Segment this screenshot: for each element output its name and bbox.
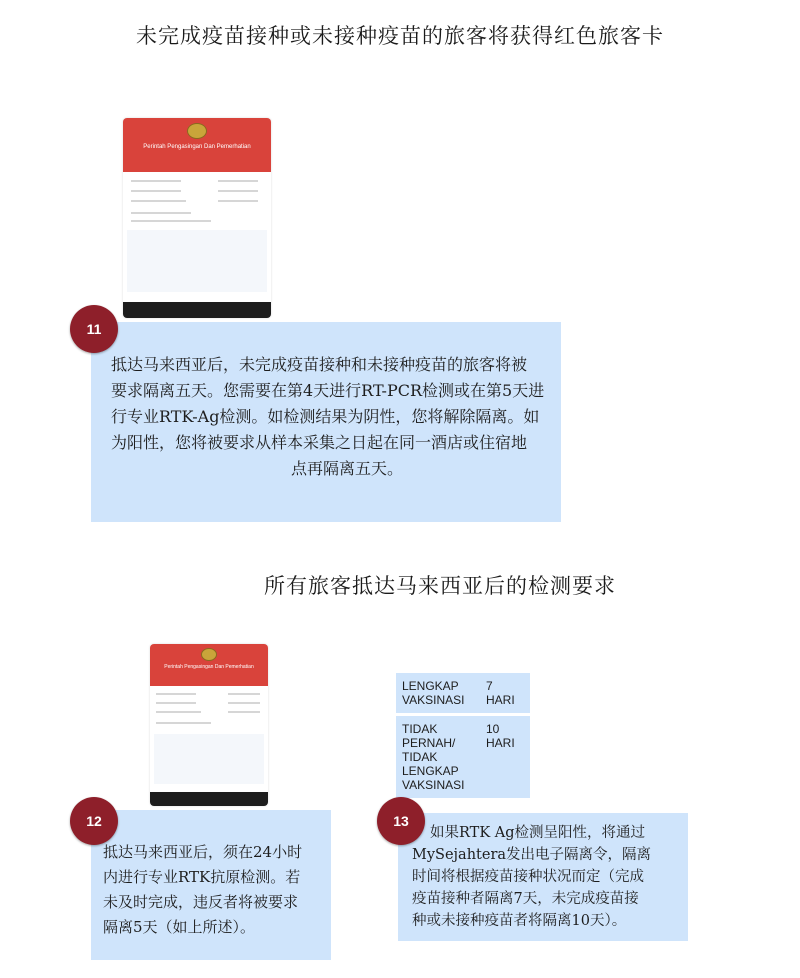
travel-card-image-small	[150, 644, 268, 806]
table-cell-status: LENGKAP VAKSINASI	[396, 673, 480, 715]
table-cell-days: 7 HARI	[480, 673, 530, 715]
card-footer	[123, 302, 271, 318]
table-cell-status: TIDAK PERNAH/ TIDAK LENGKAP VAKSINASI	[396, 715, 480, 799]
crest-icon	[201, 648, 217, 661]
step-12-text: 抵达马来西亚后，须在24小时 内进行专业RTK抗原检测。若 未及时完成，违反者将被要求 隔离5天（如上所述）。	[103, 843, 303, 936]
card-title: Perintah Pengasingan Dan Pemerhatian	[164, 664, 254, 670]
table-row	[396, 673, 530, 715]
step-12-badge: 12	[70, 797, 118, 845]
step-13-text: 如果RTK Ag检测呈阳性，将通过 MySejahtera发出电子隔离令，隔离 时间将根据疫苗接种状况而定（完成 疫苗接种者隔离7天，未完成疫苗接 种或未接种疫苗者将隔离10天）。	[412, 825, 652, 929]
step-11-text: 抵达马来西亚后，未完成疫苗接种和未接种疫苗的旅客将被 要求隔离五天。您需要在第4天进行RT-PCR检测或在第5天进 行专业RTK-Ag检测。如检测结果为阴性，您将解除隔离。如 为阳性，您将被要求从样本采集之日起在同一酒店或住宿地 点再隔离五天。	[111, 355, 545, 478]
step-13-badge: 13	[377, 797, 425, 845]
card-footer	[150, 792, 268, 806]
quarantine-days-table	[396, 673, 530, 798]
crest-icon	[187, 123, 207, 139]
table-cell-days: 10 HARI	[480, 715, 530, 799]
travel-card-image-large	[123, 118, 271, 318]
heading-testing-requirements: 所有旅客抵达马来西亚后的检测要求	[264, 574, 616, 598]
table-row	[396, 715, 530, 799]
card-title: Perintah Pengasingan Dan Pemerhatian	[143, 144, 251, 150]
heading-red-card: 未完成疫苗接种或未接种疫苗的旅客将获得红色旅客卡	[136, 24, 664, 48]
step-11-badge: 11	[70, 305, 118, 353]
